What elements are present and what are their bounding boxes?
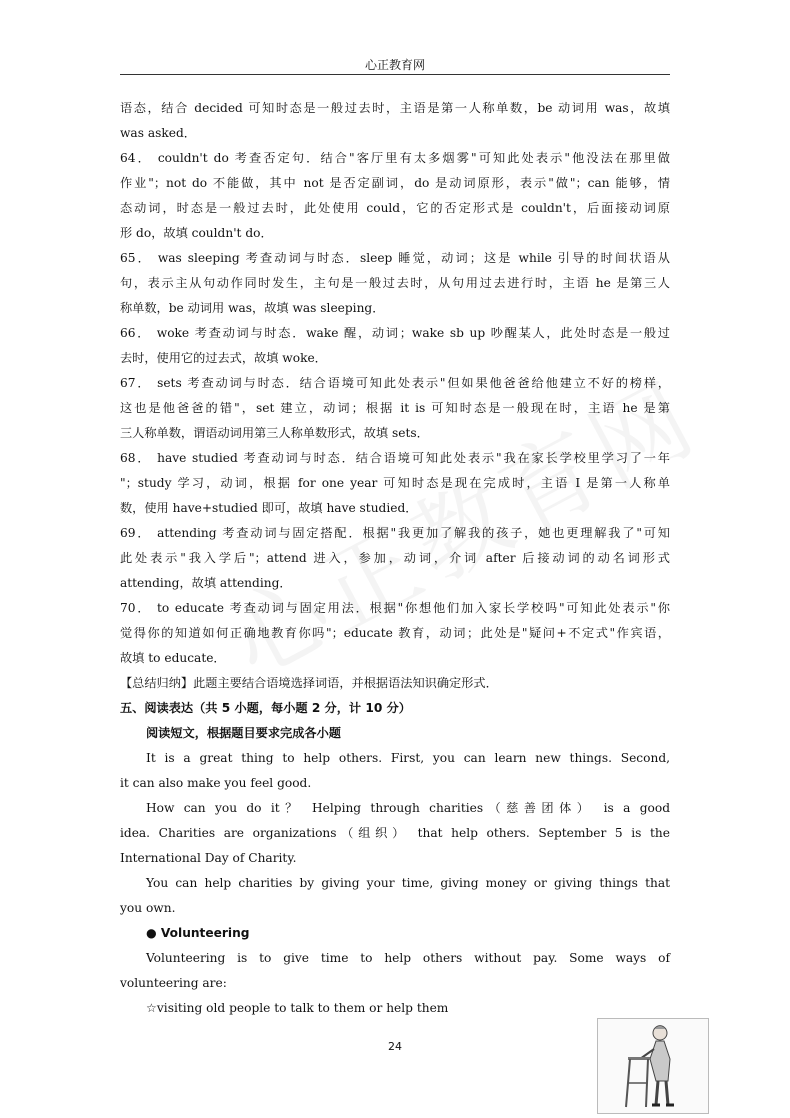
- page-number: 24: [388, 1040, 402, 1053]
- passage-line: ☆visiting old people to talk to them or help them: [146, 1001, 449, 1015]
- passage-line: You can help charities by giving your time, giving money or giving things that: [146, 876, 670, 890]
- text-line: 态动词，时态是一般过去时，此处使用 could，它的否定形式是 couldn't，后面接动词原: [120, 201, 670, 215]
- passage-line: idea. Charities are organizations（组织） that help others. September 5 is the: [120, 826, 670, 840]
- text-line: 作业"；not do 不能做，其中 not 是否定副词，do 是动词原形，表示"做"；can 能够，情: [120, 176, 670, 190]
- text-line: 数，使用 have+studied 即可，故填 have studied．: [120, 501, 418, 515]
- summary-line: 【总结归纳】此题主要结合语境选择词语，并根据语法知识确定形式．: [120, 676, 498, 690]
- text-line: attending，故填 attending．: [120, 576, 292, 590]
- passage-line: How can you do it？ Helping through charities（慈善团体） is a good: [146, 801, 670, 815]
- text-line: "；study 学习，动词，根据 for one year 可知时态是现在完成时，主语 I 是第一人称单: [120, 476, 670, 490]
- text-line: 三人称单数，谓语动词用第三人称单数形式，故填 sets．: [120, 426, 429, 440]
- elderly-walker-icon: [598, 1019, 708, 1113]
- text-line: 68． have studied 考查动词与时态．结合语境可知此处表示"我在家长学校里学习了一年: [120, 451, 670, 465]
- text-line: 64． couldn't do 考查否定句．结合"客厅里有太多烟雾"可知此处表示"他没法在那里做: [120, 151, 670, 165]
- section-heading: 五、阅读表达（共 5 小题，每小题 2 分，计 10 分）: [120, 701, 411, 715]
- text-line: 称单数，be 动词用 was，故填 was sleeping．: [120, 301, 385, 315]
- illustration-elderly-walker: [597, 1018, 709, 1114]
- passage-line: it can also make you feel good.: [120, 776, 312, 790]
- text-line: 70． to educate 考查动词与固定用法．根据"你想他们加入家长学校吗"可知此处表示"你: [120, 601, 670, 615]
- text-line: 形 do，故填 couldn't do．: [120, 226, 273, 240]
- passage-line: you own.: [120, 901, 176, 915]
- text-line: 65． was sleeping 考查动词与时态．sleep 睡觉，动词；这是 while 引导的时间状语从: [120, 251, 670, 265]
- passage-subheading: ● Volunteering: [146, 926, 250, 940]
- passage-line: It is a great thing to help others. First, you can learn new things. Second,: [146, 751, 670, 765]
- page-header: 心正教育网: [364, 58, 425, 72]
- passage-line: Volunteering is to give time to help others without pay. Some ways of: [146, 951, 670, 965]
- text-line: was asked．: [120, 126, 196, 140]
- passage-line: volunteering are:: [120, 976, 227, 990]
- passage-line: International Day of Charity.: [120, 851, 297, 865]
- text-line: 67． sets 考查动词与时态．结合语境可知此处表示"但如果他爸爸给他建立不好的榜样，: [120, 376, 670, 390]
- watermark: [203, 343, 718, 703]
- text-line: 此处表示"我入学后"；attend 进入，参加，动词，介词 after 后接动词的动名词形式: [120, 551, 670, 565]
- text-line: 这也是他爸爸的错"，set 建立，动词；根据 it is 可知时态是一般现在时，主语 he 是第: [120, 401, 670, 415]
- text-line: 语态，结合 decided 可知时态是一般过去时，主语是第一人称单数，be 动词用 was，故填: [120, 101, 670, 115]
- text-line: 觉得你的知道如何正确地教育你吗"；educate 教育，动词；此处是"疑问+不定式"作宾语，: [120, 626, 670, 640]
- header-rule: [120, 74, 670, 75]
- section-subheading: 阅读短文，根据题目要求完成各小题: [146, 726, 341, 740]
- text-line: 句，表示主从句动作同时发生，主句是一般过去时，从句用过去进行时，主语 he 是第三人: [120, 276, 670, 290]
- text-line: 66． woke 考查动词与时态．wake 醒，动词；wake sb up 吵醒某人，此处时态是一般过: [120, 326, 670, 340]
- text-line: 故填 to educate．: [120, 651, 226, 665]
- text-line: 69． attending 考查动词与固定搭配．根据"我更加了解我的孩子，她也更理解我了"可知: [120, 526, 670, 540]
- text-line: 去时，使用它的过去式，故填 woke．: [120, 351, 327, 365]
